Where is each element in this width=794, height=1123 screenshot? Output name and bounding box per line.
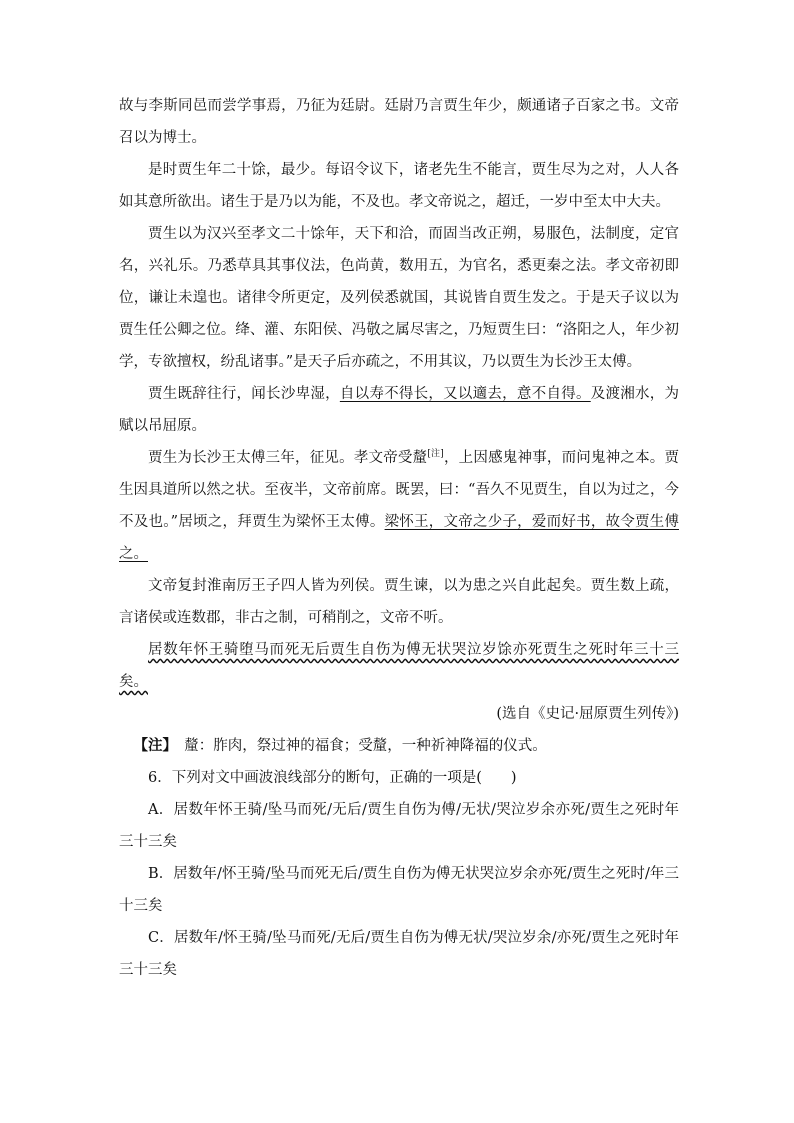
- paragraph-3-text-b: 及渡湘水，为赋以吊屈原。: [119, 386, 680, 434]
- option-b: B．居数年/怀王骑/坠马而死无后/贾生自伤为傅无状哭泣岁余亦死/贾生之死时/年三十三矣: [119, 866, 679, 914]
- wavy-underlined-passage: 居数年怀王骑堕马而死无后贾生自伤为傅无状哭泣岁馀亦死贾生之死时年三十三矣。: [119, 642, 679, 690]
- option-c: C．居数年/怀王骑/坠马而死/无后/贾生自伤为傅无状/哭泣岁余/亦死/贾生之死时年三十三矣: [119, 930, 679, 978]
- note-text: 釐：胙肉，祭过神的福食；受釐，一种祈神降福的仪式。: [184, 738, 547, 754]
- paragraph-1: 是时贾生年二十馀，最少。每诏令议下，诸老先生不能言，贾生尽为之对，人人各如其意所欲出。诸生于是乃以为能，不及也。孝文帝说之，超迁，一岁中至太中大夫。: [119, 162, 679, 210]
- paragraph-5: 文帝复封淮南厉王子四人皆为列侯。贾生谏，以为患之兴自此起矣。贾生数上疏，言诸侯或连数郡，非古之制，可稍削之，文帝不听。: [119, 578, 679, 626]
- paragraph-2: 贾生以为汉兴至孝文二十馀年，天下和洽，而固当改正朔，易服色，法制度，定官名，兴礼乐。乃悉草具其事仪法，色尚黄，数用五，为官名，悉更秦之法。孝文帝初即位，谦让未遑也。诸律令所更定，及列侯悉就国，其说皆自贾生发之。于是天子议以为贾生任公卿之位。绛、灌、东阳侯、冯敬之属尽害之，乃短贾生曰：“洛阳之人，年少初学，专欲擅权，纷乱诸事。”是天子后亦疏之，不用其议，乃以贾生为长沙王太傅。: [119, 226, 679, 370]
- underlined-sentence-1: 自以寿不得长，又以適去，意不自得。: [339, 386, 591, 402]
- passage-body: [119, 90, 679, 986]
- annotation-note: [119, 730, 679, 762]
- paragraph-4: [119, 442, 679, 570]
- underlined-sentence-2: 梁怀王，文帝之少子，爱而好书，故令贾生傅之。: [119, 514, 679, 562]
- question-stem: 6．下列对文中画波浪线部分的断句，正确的一项是( ): [148, 770, 517, 786]
- paragraph-0: 故与李斯同邑而尝学事焉，乃征为廷尉。廷尉乃言贾生年少，颇通诸子百家之书。文帝召以为博士。: [119, 98, 679, 146]
- paragraph-3-text-a: 贾生既辞往行，闻长沙卑湿，: [148, 386, 340, 402]
- paragraph-4-text-b: ，上因感鬼神事，而问鬼神之本。贾生因具道所以然之状。至夜半，文帝前席。既罢，曰：“吾久不见贾生，自以为过之，今不及也。”居顷之，拜贾生为梁怀王太傅。: [119, 450, 680, 530]
- note-label: 【注】: [133, 737, 170, 754]
- paragraph-6: [119, 634, 679, 698]
- note-marker: [注]: [427, 449, 444, 460]
- option-a: A．居数年怀王骑/坠马而死/无后/贾生自伤为傅/无状/哭泣岁余亦死/贾生之死时年三十三矣: [119, 802, 679, 850]
- paragraph-4-text-a: 贾生为长沙王太傅三年，征见。孝文帝受釐: [148, 450, 428, 466]
- source-citation: (选自《史记·屈原贾生列传》): [496, 706, 679, 722]
- paragraph-3: [119, 378, 679, 442]
